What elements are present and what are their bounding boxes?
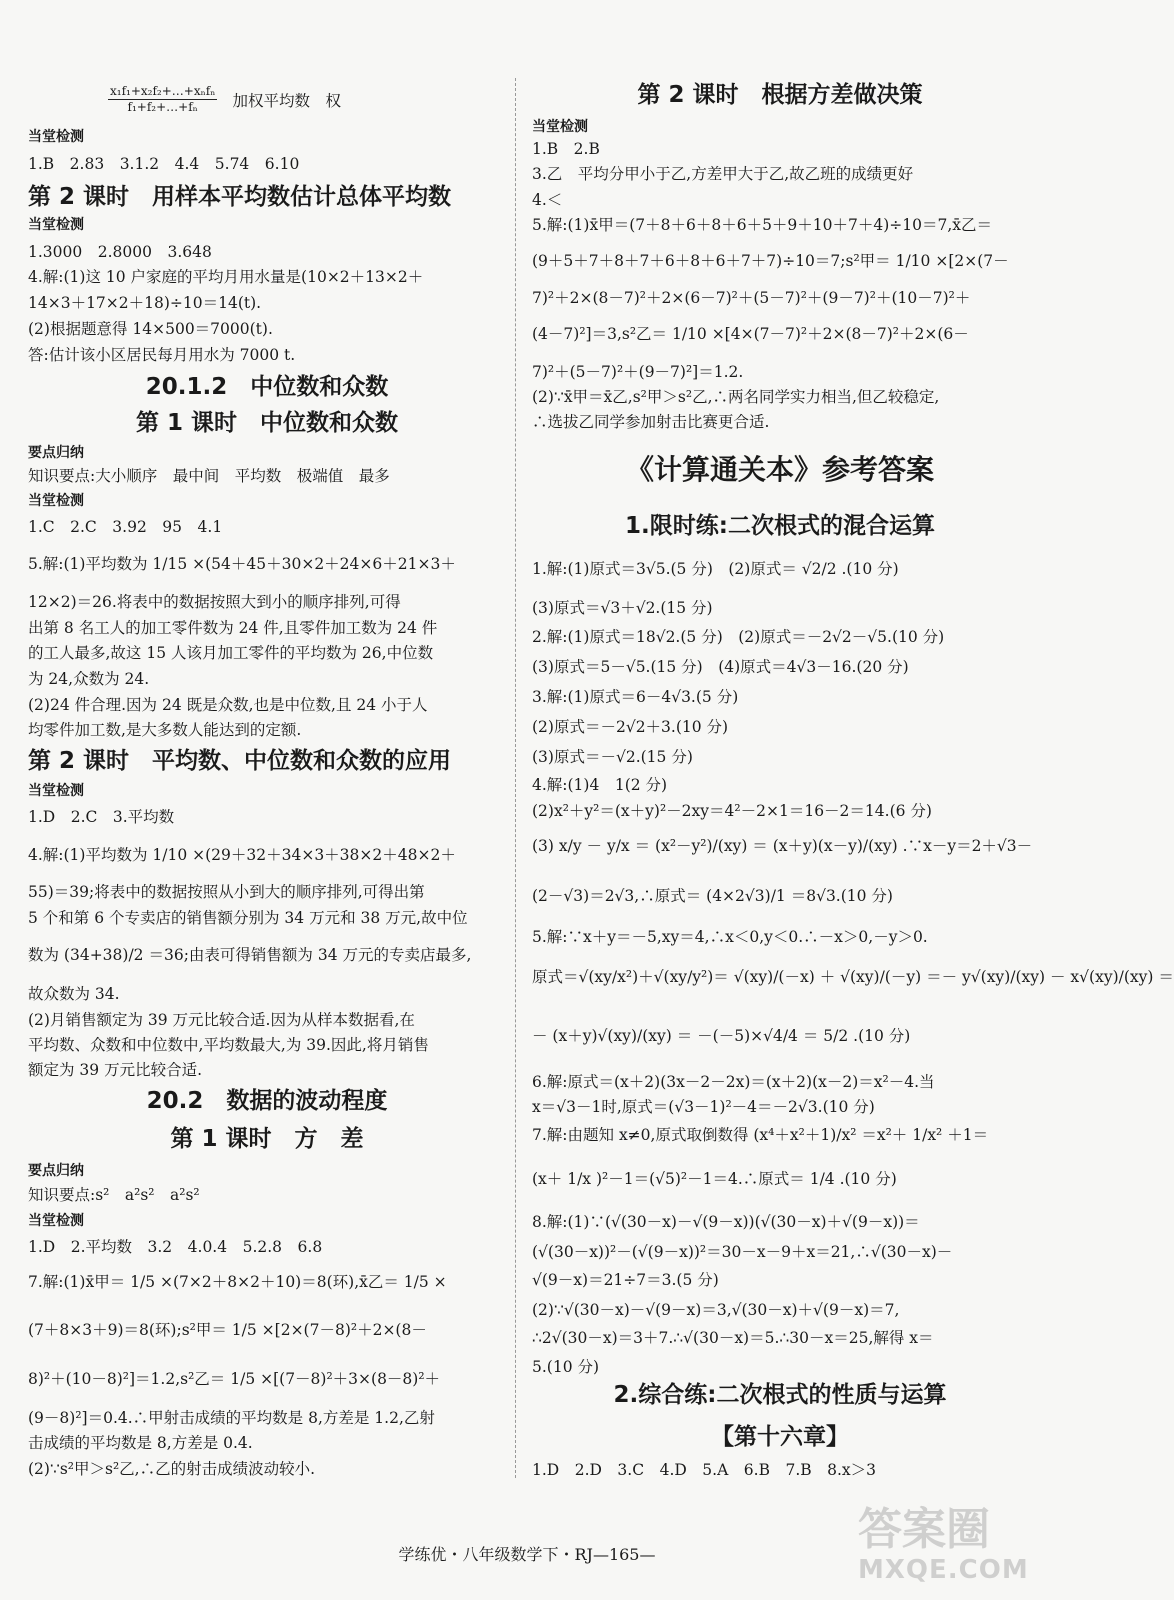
answer-line: (2－√3)＝2√3,∴原式＝ (4×2√3)/1 ＝8√3.(10 分) xyxy=(532,887,893,905)
answer-line: 7)²＋(5－7)²＋(9－7)²]＝1.2. xyxy=(532,363,744,381)
answer-line: (2)月销售额定为 39 万元比较合适.因为从样本数据看,在 xyxy=(28,1011,415,1029)
answer-line: (9＋5＋7＋8＋7＋6＋8＋6＋7＋7)÷10＝7;s²甲＝ 1/10 ×[2×(7－ xyxy=(532,252,1009,270)
answer-line: 1.D 2.C 3.平均数 xyxy=(28,808,175,826)
answer-line: 3.乙 平均分甲小于乙,方差甲大于乙,故乙班的成绩更好 xyxy=(532,165,914,183)
answer-line: 1.解:(1)原式＝3√5.(5 分) (2)原式＝ √2/2 .(10 分) xyxy=(532,560,899,578)
topic-heading: 2.综合练:二次根式的性质与运算 xyxy=(613,1382,947,1408)
answer-line: 8)²＋(10－8)²]＝1.2,s²乙＝ 1/5 ×[(7－8)²＋3×(8－8)²＋ xyxy=(28,1370,441,1388)
answer-line: 1.B 2.83 3.1.2 4.4 5.74 6.10 xyxy=(28,155,300,173)
section-label: 当堂检测 xyxy=(28,129,84,145)
lesson-heading: 第 2 课时 用样本平均数估计总体平均数 xyxy=(28,184,452,210)
book-heading: 《计算通关本》参考答案 xyxy=(625,453,934,486)
section-label: 当堂检测 xyxy=(28,1213,84,1229)
answer-line: (√(30－x))²－(√(9－x))²＝30－x－9＋x＝21,∴√(30－x)－ xyxy=(532,1243,953,1261)
answer-line: 1.C 2.C 3.92 95 4.1 xyxy=(28,518,223,536)
formula-fraction xyxy=(108,84,217,115)
answer-line: (9－8)²]＝0.4.∴甲射击成绩的平均数是 8,方差是 1.2,乙射 xyxy=(28,1409,435,1427)
answer-line: 出第 8 名工人的加工零件数为 24 件,且零件加工数为 24 件 xyxy=(28,619,438,637)
watermark-text: 答案圈 xyxy=(858,1504,990,1555)
lesson-heading: 第 1 课时 中位数和众数 xyxy=(135,410,399,436)
answer-line: 击成绩的平均数是 8,方差是 0.4. xyxy=(28,1434,253,1452)
watermark-logo xyxy=(858,1505,1038,1595)
formula-numerator: x₁f₁+x₂f₂+…+xₙfₙ xyxy=(110,84,216,98)
lesson-heading: 第 2 课时 平均数、中位数和众数的应用 xyxy=(28,748,452,774)
answer-line: 1.D 2.D 3.C 4.D 5.A 6.B 7.B 8.x＞3 xyxy=(532,1461,877,1479)
answer-line: 平均数、众数和中位数中,平均数最大,为 39.因此,将月销售 xyxy=(28,1036,429,1054)
answer-line: (3)原式＝5－√5.(15 分) (4)原式＝4√3－16.(20 分) xyxy=(532,658,909,676)
answer-line: (2)∵√(30－x)－√(9－x)＝3,√(30－x)＋√(9－x)＝7, xyxy=(532,1301,900,1319)
section-heading: 20.2 数据的波动程度 xyxy=(146,1088,388,1114)
answer-line: 5.解:(1)x̄甲＝(7＋8＋6＋8＋6＋5＋9＋10＋7＋4)÷10＝7,x̄乙＝ xyxy=(532,216,993,234)
watermark-url: MXQE.COM xyxy=(858,1555,1029,1585)
answer-line: (2)∵x̄甲＝x̄乙,s²甲＞s²乙,∴两名同学实力相当,但乙较稳定, xyxy=(532,388,940,406)
answer-line: 1.3000 2.8000 3.648 xyxy=(28,243,212,261)
answer-line: ∴选拔乙同学参加射击比赛更合适. xyxy=(532,413,770,431)
answer-line: (3)原式＝－√2.(15 分) xyxy=(532,748,693,766)
section-label: 当堂检测 xyxy=(28,783,84,799)
page-footer: 学练优・八年级数学下・RJ—165— xyxy=(398,1545,656,1564)
lesson-heading: 第 1 课时 方 差 xyxy=(170,1126,364,1152)
answer-line: 5 个和第 6 个专卖店的销售额分别为 34 万元和 38 万元,故中位 xyxy=(28,909,468,927)
answer-line: 均零件加工数,是大多数人能达到的定额. xyxy=(28,721,302,739)
answer-line: 7.解:由题知 x≠0,原式取倒数得 (x⁴＋x²＋1)/x² ＝x²＋ 1/x² ＋1＝ xyxy=(532,1126,989,1144)
section-label: 要点归纳 xyxy=(28,445,84,461)
answer-line: 7.解:(1)x̄甲＝ 1/5 ×(7×2＋8×2＋10)＝8(环),x̄乙＝ 1/5 × xyxy=(28,1273,447,1291)
section-heading: 20.1.2 中位数和众数 xyxy=(145,374,389,400)
answer-line: (2)24 件合理.因为 24 既是众数,也是中位数,且 24 小于人 xyxy=(28,696,428,714)
answer-line: 原式＝√(xy/x²)＋√(xy/y²)＝ √(xy)/(－x) ＋ √(xy)/(－y) ＝－ y√(xy)/(xy) － x√(xy)/(xy) ＝ xyxy=(532,968,1174,986)
lesson-heading: 第 2 课时 根据方差做决策 xyxy=(637,82,923,108)
answer-line: 6.解:原式＝(x＋2)(3x－2－2x)＝(x＋2)(x－2)＝x²－4.当 xyxy=(532,1073,935,1091)
section-label: 当堂检测 xyxy=(28,493,84,509)
section-label: 当堂检测 xyxy=(28,217,84,233)
answer-line: 故众数为 34. xyxy=(28,985,120,1003)
answer-line: ∴2√(30－x)＝3＋7.∴√(30－x)＝5.∴30－x＝25,解得 x＝ xyxy=(532,1329,934,1347)
answer-line: 4.＜ xyxy=(532,191,563,209)
answer-line: 5.(10 分) xyxy=(532,1358,600,1376)
answer-line: 55)＝39;将表中的数据按照从小到大的顺序排列,可得出第 xyxy=(28,883,425,901)
answer-line: (2)x²＋y²＝(x＋y)²－2xy＝4²－2×1＝16－2＝14.(6 分) xyxy=(532,802,932,820)
answer-line: 知识要点:大小顺序 最中间 平均数 极端值 最多 xyxy=(28,467,390,485)
answer-line: (3) x/y － y/x ＝ (x²－y²)/(xy) ＝ (x＋y)(x－y)/(xy) .∵x－y＝2＋√3－ xyxy=(532,837,1033,855)
formula-denominator: f₁+f₂+…+fₙ xyxy=(127,100,198,114)
column-divider xyxy=(515,78,517,1478)
answer-line: 12×2)＝26.将表中的数据按照大到小的顺序排列,可得 xyxy=(28,593,401,611)
answer-line: 知识要点:s² a²s² a²s² xyxy=(28,1186,200,1204)
answer-line: 4.解:(1)这 10 户家庭的平均月用水量是(10×2＋13×2＋ xyxy=(28,268,424,286)
answer-line: 的工人最多,故这 15 人该月加工零件的平均数为 26,中位数 xyxy=(28,644,434,662)
answer-line: (2)根据题意得 14×500＝7000(t). xyxy=(28,320,273,338)
answer-line: 2.解:(1)原式＝18√2.(5 分) (2)原式＝－2√2－√5.(10 分) xyxy=(532,628,945,646)
chapter-heading: 【第十六章】 xyxy=(711,1424,849,1450)
weighted-mean-formula xyxy=(108,84,341,115)
answer-line: (4－7)²]＝3,s²乙＝ 1/10 ×[4×(7－7)²＋2×(8－7)²＋2×(6－ xyxy=(532,325,969,343)
answer-line: (x＋ 1/x )²－1＝(√5)²－1＝4.∴原式＝ 1/4 .(10 分) xyxy=(532,1170,897,1188)
formula-answer: 加权平均数 权 xyxy=(232,91,342,110)
answer-line: 5.解:∵x＋y＝－5,xy＝4,∴x＜0,y＜0.∴－x＞0,－y＞0. xyxy=(532,928,928,946)
section-label: 当堂检测 xyxy=(532,119,588,135)
answer-line: 5.解:(1)平均数为 1/15 ×(54＋45＋30×2＋24×6＋21×3＋ xyxy=(28,555,456,573)
answer-line: 3.解:(1)原式＝6－4√3.(5 分) xyxy=(532,688,739,706)
answer-line: 14×3＋17×2＋18)÷10＝14(t). xyxy=(28,294,262,312)
answer-line: － (x＋y)√(xy)/(xy) ＝ －(－5)×√4/4 ＝ 5/2 .(10 分) xyxy=(532,1027,911,1045)
answer-line: 数为 (34+38)/2 ＝36;由表可得销售额为 34 万元的专卖店最多, xyxy=(28,946,472,964)
answer-line: √(9－x)＝21÷7＝3.(5 分) xyxy=(532,1271,719,1289)
answer-line: 7)²＋2×(8－7)²＋2×(6－7)²＋(5－7)²＋(9－7)²＋(10－7)²＋ xyxy=(532,289,971,307)
answer-line: 答:估计该小区居民每月用水为 7000 t. xyxy=(28,346,296,364)
answer-line: 4.解:(1)4 1(2 分) xyxy=(532,776,668,794)
answer-line: 为 24,众数为 24. xyxy=(28,670,150,688)
answer-line: (3)原式＝√3＋√2.(15 分) xyxy=(532,599,713,617)
section-label: 要点归纳 xyxy=(28,1163,84,1179)
answer-line: x＝√3－1时,原式＝(√3－1)²－4＝－2√3.(10 分) xyxy=(532,1098,875,1116)
answer-line: (2)原式＝－2√2＋3.(10 分) xyxy=(532,718,729,736)
answer-line: (7＋8×3＋9)＝8(环);s²甲＝ 1/5 ×[2×(7－8)²＋2×(8－ xyxy=(28,1321,427,1339)
answer-line: 1.D 2.平均数 3.2 4.0.4 5.2.8 6.8 xyxy=(28,1238,323,1256)
answer-line: (2)∵s²甲＞s²乙,∴乙的射击成绩波动较小. xyxy=(28,1460,316,1478)
answer-line: 1.B 2.B xyxy=(532,140,600,158)
answer-line: 额定为 39 万元比较合适. xyxy=(28,1061,203,1079)
answer-line: 8.解:(1)∵(√(30－x)－√(9－x))(√(30－x)＋√(9－x))＝ xyxy=(532,1213,920,1231)
topic-heading: 1.限时练:二次根式的混合运算 xyxy=(625,513,935,539)
answer-line: 4.解:(1)平均数为 1/10 ×(29＋32＋34×3＋38×2＋48×2＋ xyxy=(28,846,456,864)
